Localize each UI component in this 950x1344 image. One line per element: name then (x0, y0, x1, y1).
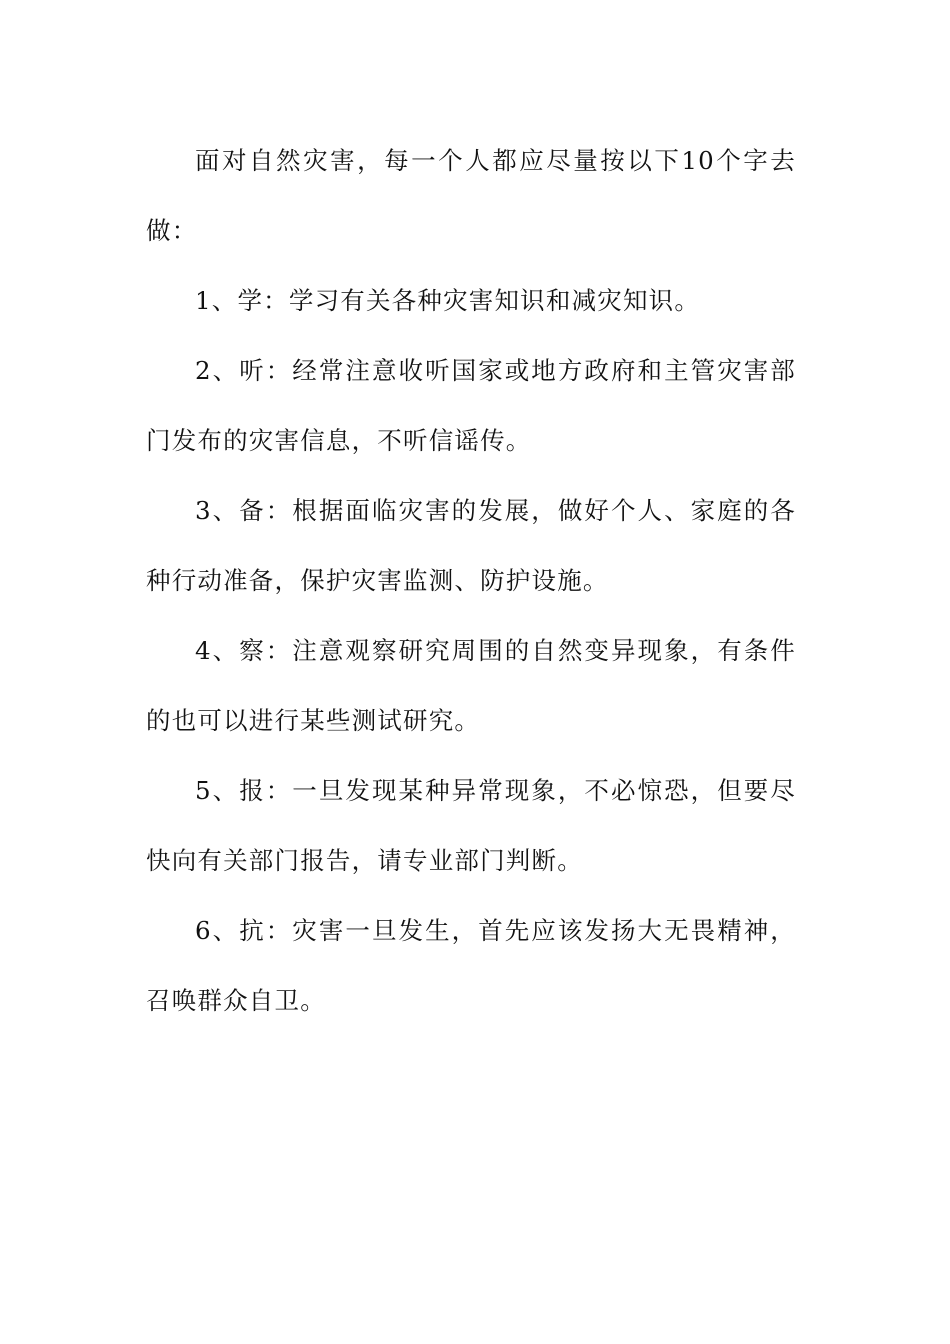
document-body (146, 126, 796, 1036)
item-resist-paragraph: 6、抗：灾害一旦发生，首先应该发扬大无畏精神，召唤群众自卫。 (146, 916, 796, 1015)
item-prepare-paragraph: 3、备：根据面临灾害的发展，做好个人、家庭的各种行动准备，保护灾害监测、防护设施。 (146, 496, 796, 595)
item-report-paragraph: 5、报：一旦发现某种异常现象，不必惊恐，但要尽快向有关部门报告，请专业部门判断。 (146, 776, 796, 875)
intro-paragraph: 面对自然灾害，每一个人都应尽量按以下10个字去做： (146, 146, 796, 245)
item-observe-paragraph: 4、察：注意观察研究周围的自然变异现象，有条件的也可以进行某些测试研究。 (146, 636, 796, 735)
item-listen-paragraph: 2、听：经常注意收听国家或地方政府和主管灾害部门发布的灾害信息，不听信谣传。 (146, 356, 796, 455)
item-learn-paragraph: 1、学：学习有关各种灾害知识和减灾知识。 (195, 286, 701, 315)
